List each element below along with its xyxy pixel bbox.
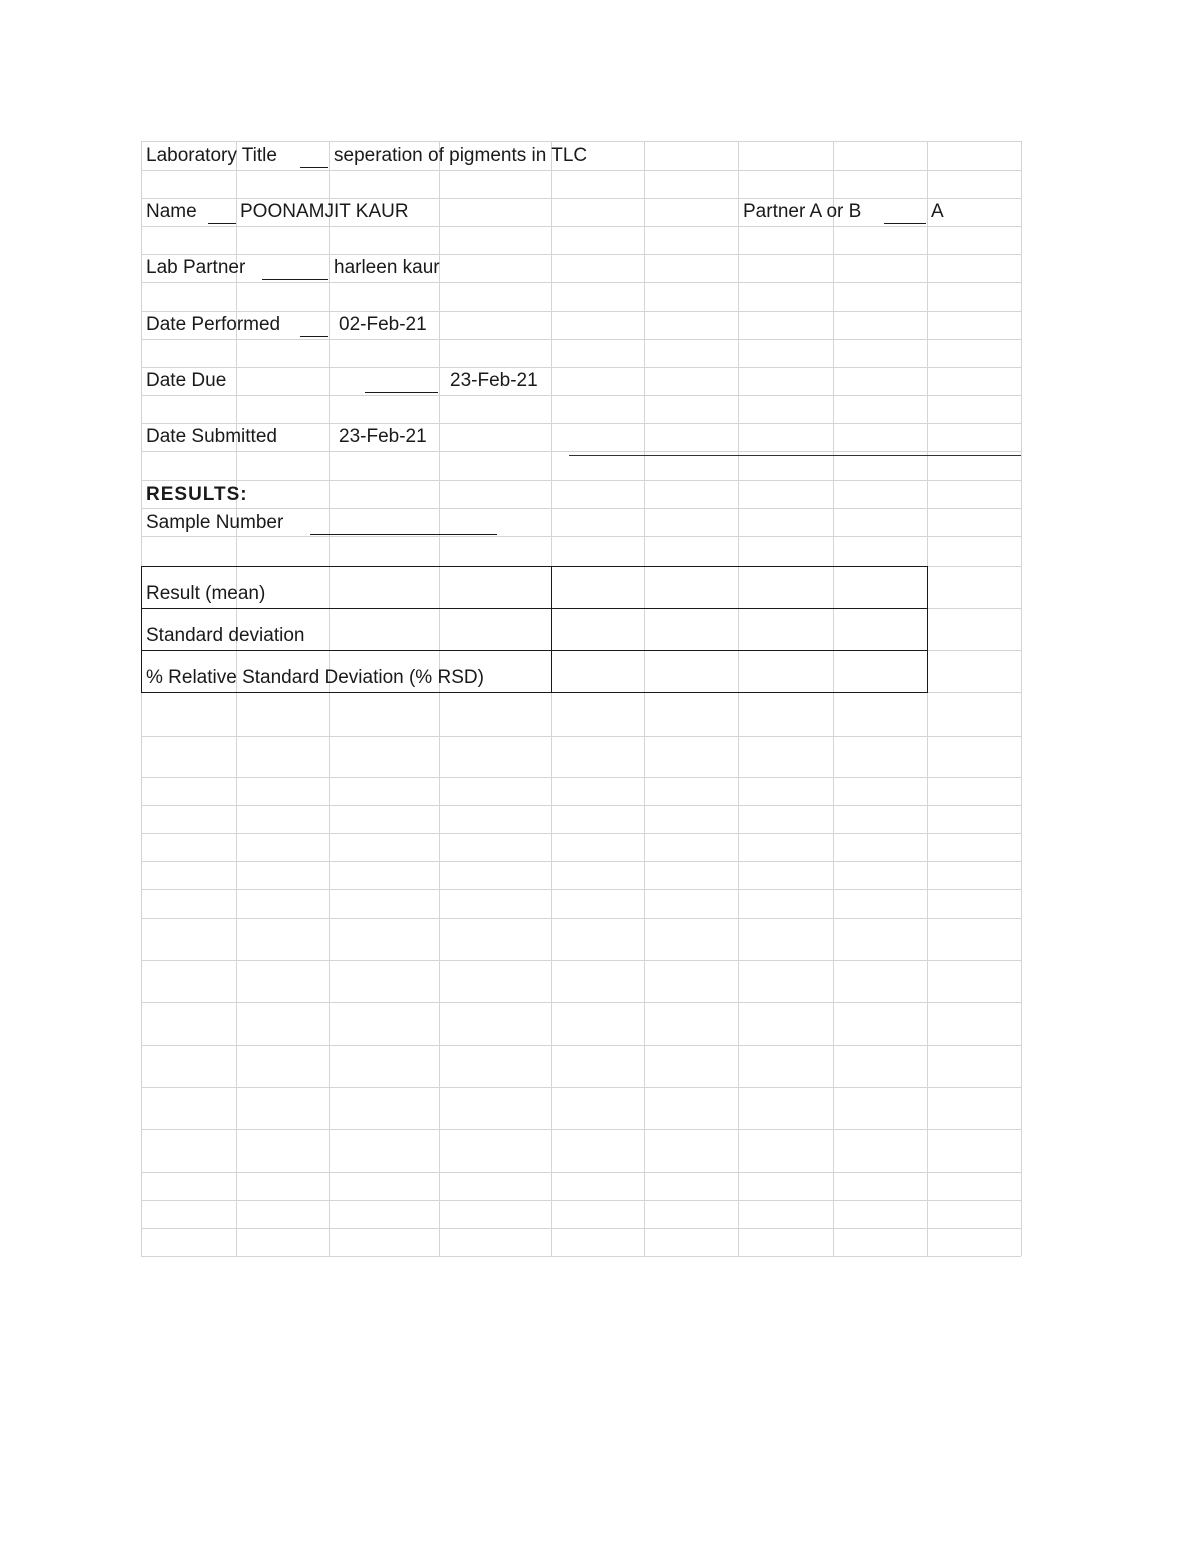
grid-row-line	[141, 736, 1021, 737]
grid-row-line	[141, 198, 1021, 199]
grid-col-line	[551, 141, 552, 1256]
results-heading: RESULTS:	[146, 484, 248, 505]
grid-row-line	[141, 889, 1021, 890]
grid-row-line	[141, 805, 1021, 806]
std-dev-value-cell[interactable]	[551, 608, 928, 651]
grid-row-line	[141, 918, 1021, 919]
partner-ab-value[interactable]: A	[931, 201, 944, 222]
name-label: Name	[146, 201, 197, 222]
date-due-value[interactable]: 23-Feb-21	[450, 370, 538, 391]
grid-row-line	[141, 1172, 1021, 1173]
grid-row-line	[141, 423, 1021, 424]
date-submitted-label: Date Submitted	[146, 426, 277, 447]
grid-row-line	[141, 1002, 1021, 1003]
sample-number-underline	[310, 534, 497, 535]
lab-partner-label: Lab Partner	[146, 257, 246, 278]
partner-ab-label: Partner A or B	[743, 201, 862, 222]
grid-row-line	[141, 480, 1021, 481]
grid-row-line	[141, 367, 1021, 368]
grid-row-line	[141, 1228, 1021, 1229]
grid-row-line	[141, 141, 1021, 142]
grid-col-line	[1021, 141, 1022, 1256]
grid-col-line	[236, 141, 237, 1256]
date-performed-label: Date Performed	[146, 314, 281, 335]
grid-col-line	[329, 141, 330, 1256]
date-due-label: Date Due	[146, 370, 227, 391]
grid-row-line	[141, 536, 1021, 537]
grid-row-line	[141, 311, 1021, 312]
grid-row-line	[141, 833, 1021, 834]
lab-title-value[interactable]: seperation of pigments in TLC	[334, 145, 588, 166]
date-performed-underline	[300, 336, 328, 337]
grid-row-line	[141, 339, 1021, 340]
name-value[interactable]: POONAMJIT KAUR	[240, 201, 409, 222]
grid-row-line	[141, 1087, 1021, 1088]
result-mean-label: Result (mean)	[146, 583, 266, 604]
rsd-label: % Relative Standard Deviation (% RSD)	[146, 667, 484, 688]
grid-row-line	[141, 1129, 1021, 1130]
lab-partner-underline	[262, 279, 328, 280]
grid-row-line	[141, 1045, 1021, 1046]
grid-row-line	[141, 226, 1021, 227]
grid-row-line	[141, 861, 1021, 862]
date-performed-value[interactable]: 02-Feb-21	[339, 314, 427, 335]
grid-col-line	[141, 141, 142, 1256]
grid-row-line	[141, 254, 1021, 255]
lab-title-underline	[300, 167, 328, 168]
grid-row-line	[141, 960, 1021, 961]
lab-partner-value[interactable]: harleen kaur	[334, 257, 440, 278]
name-underline	[208, 223, 236, 224]
grid-row-line	[141, 777, 1021, 778]
grid-row-line	[141, 395, 1021, 396]
grid-col-line	[927, 141, 928, 1256]
partner-ab-underline	[884, 223, 926, 224]
grid-col-line	[833, 141, 834, 1256]
std-dev-label: Standard deviation	[146, 625, 305, 646]
grid-col-line	[439, 141, 440, 1256]
grid-row-line	[141, 508, 1021, 509]
signature-rule	[569, 455, 1021, 456]
rsd-value-cell[interactable]	[551, 650, 928, 693]
date-due-underline	[365, 392, 438, 393]
grid-row-line	[141, 451, 1021, 452]
result-mean-value-cell[interactable]	[551, 566, 928, 609]
grid-row-line	[141, 170, 1021, 171]
date-submitted-value[interactable]: 23-Feb-21	[339, 426, 427, 447]
grid-col-line	[644, 141, 645, 1256]
grid-row-line	[141, 1256, 1021, 1257]
grid-row-line	[141, 282, 1021, 283]
grid-col-line	[738, 141, 739, 1256]
lab-title-label: Laboratory Title	[146, 145, 277, 166]
sample-number-label: Sample Number	[146, 512, 284, 533]
grid-row-line	[141, 1200, 1021, 1201]
